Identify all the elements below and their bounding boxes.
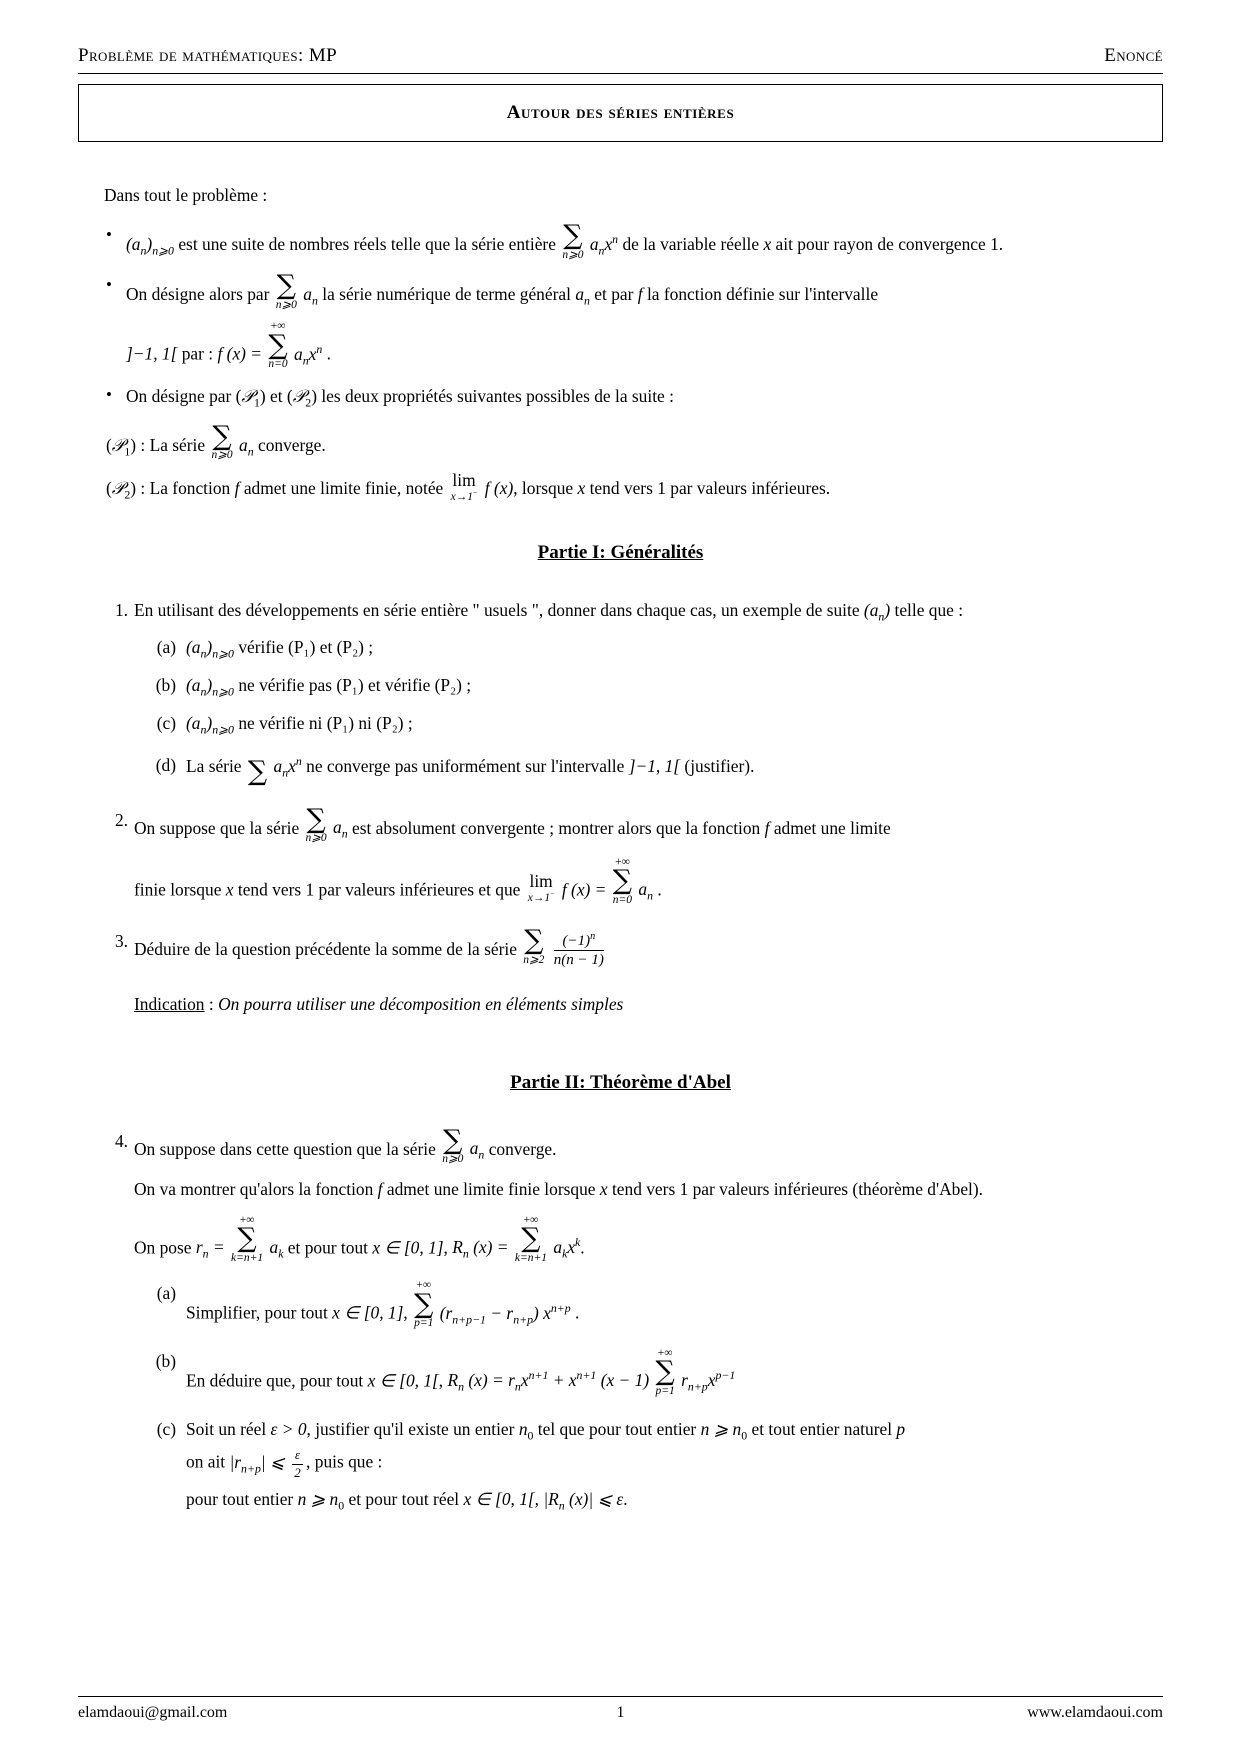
question-1a: (a) $(a_n)_{n⩾0}$ vérifie (P₁) et (P₂) ; xyxy=(134,634,1163,663)
question-4-paragraph: On va montrer qu'alors la fonction f admet une limite finie lorsque x tend vers 1 par valeurs inférieures (théorème d'Abel). xyxy=(134,1178,984,1199)
questions-list-part2 xyxy=(78,1124,1163,1516)
question-4c-text-f: , puis que : xyxy=(306,1451,383,1472)
question-4-text-a: On suppose dans cette question que la série xyxy=(134,1138,436,1159)
question-4-text-c: On va montrer qu'alors la fonction xyxy=(134,1178,374,1199)
question-1b-text: ne vérifie pas (P₁) et vérifie (P₂) ; xyxy=(238,674,472,695)
property-p2-text-a: La fonction xyxy=(149,477,231,498)
intro-bullet-2-text-d: la fonction définie sur l'intervalle xyxy=(646,283,879,304)
question-1b: (b) $(a_n)_{n⩾0}$ ne vérifie pas (P₁) et vérifie (P₂) ; xyxy=(134,672,1163,701)
question-4c-text-c: tel que pour tout entier xyxy=(537,1418,697,1439)
question-1-text-a: En utilisant des développements en série entière " usuels ", donner dans chaque cas, un exemple de suite xyxy=(134,600,860,621)
questions-list xyxy=(78,597,1163,969)
question-1: En utilisant des développements en série entière " usuels ", donner dans chaque cas, un exemple de suite $(a_n)$ telle que : (a) $(a_n)_{n⩾0}$ vérifie (P₁) et (P₂) ; (b) $(a_n)_{n⩾0}$ ne vérifie pas (P₁) et vérifie (P₂) ; (c) $(a_n)_{n⩾0}$ ne vérifie ni (P₁) ni (P₂) ; (d) La série ∑ $a_nx^n$ ne converge pas uniformément sur l'intervalle ]−1, 1[ (justifier). xyxy=(78,597,1163,784)
question-4c-text-d: et tout entier naturel xyxy=(751,1418,893,1439)
question-2-text-d2: finie lorsque xyxy=(134,879,222,900)
question-4a: (a) Simplifier, pour tout x ∈ [0, 1], +∞ ∑ p=1 $(r_{n+p-1} - r_{n+p})$ $x^{n+p}$ . xyxy=(134,1280,1163,1330)
question-2: On suppose que la série ∑ n⩾0 $a_n$ est absolument convergente ; montrer alors que la fonction f admet une limite finie lorsque x tend vers 1 par valeurs inférieures et que lim x→1− f (x) = +∞ ∑ n=0 $a_n$ . xyxy=(134,803,891,906)
footer-website: www.elamdaoui.com xyxy=(1027,1704,1163,1721)
property-p2-text-b: admet une limite finie, notée xyxy=(243,477,444,498)
question-2-text-a: On suppose que la série xyxy=(134,817,300,838)
intro-bullet-1-text-a: est une suite de nombres réels telle que la série entière xyxy=(178,233,556,254)
intro-bullet-1-text-c: ait pour rayon de convergence 1. xyxy=(775,233,1004,254)
intro-bullet-3: • On désigne par (𝒫$_1$) et (𝒫$_2$) les deux propriétés suivantes possibles de la suite : xyxy=(78,383,1163,412)
page-header xyxy=(78,45,1163,74)
question-1c-label: (c) xyxy=(156,712,176,733)
question-3-text-a: Déduire de la question précédente la somme de la série xyxy=(134,939,517,960)
question-4-pose-b: et pour tout xyxy=(287,1236,368,1257)
question-4c-text-e: on ait xyxy=(186,1451,226,1472)
question-4-pose: On pose $r_n$ = +∞ ∑ k=n+1 $a_k$ et pour tout x ∈ [0, 1], $R_n$ (x) = +∞ ∑ k=n+1 $a_kx^k$. xyxy=(134,1213,585,1264)
question-4a-label: (a) xyxy=(156,1283,176,1304)
question-3: Déduire de la question précédente la somme de la série ∑ n⩾2 $\frac{(-1)^n}{n(n - 1)}$ xyxy=(134,925,604,969)
question-2-text-d: tend vers 1 par valeurs inférieures et que xyxy=(237,879,521,900)
intro-bullet-2-text-a: On désigne alors par xyxy=(126,283,270,304)
question-4b-label: (b) xyxy=(155,1350,176,1371)
intro-bullet-2: • On désigne alors par ∑ n⩾0 $a_n$ la série numérique de terme général $a_n$ et par f la fonction définie sur l'intervalle ]−1, 1[ par : f (x) = +∞ ∑ n=0 $a_nx^n$ . xyxy=(78,273,1163,371)
indication-block: Indication : On pourra utiliser une décomposition en éléments simples xyxy=(134,994,624,1015)
question-4c-label: (c) xyxy=(156,1418,176,1439)
intro-bullet-1: • $(a_n)_{n⩾0}$ est une suite de nombres réels telle que la série entière ∑ n⩾0 $a_nx^n$ de la variable réelle x ait pour rayon de convergence 1. xyxy=(78,223,1163,261)
footer-page-number: 1 xyxy=(616,1704,625,1721)
indication-label: Indication xyxy=(134,994,205,1015)
question-4-pose-a: On pose xyxy=(134,1236,192,1257)
page-footer xyxy=(78,1696,1163,1722)
question-4c-text-g: pour tout entier xyxy=(186,1489,294,1510)
intro-lead: Dans tout le problème : xyxy=(104,185,268,205)
property-p1-text: La série xyxy=(149,434,206,455)
question-1b-label: (b) xyxy=(155,674,176,695)
property-p2: (𝒫$_2$) : La fonction f admet une limite finie, notée lim x→1− f (x), lorsque x tend vers 1 par valeurs inférieures. xyxy=(106,469,831,504)
intro-bullet-2-text-b: la série numérique de terme général xyxy=(322,283,571,304)
question-2-text-b: est absolument convergente ; montrer alors que la fonction xyxy=(352,817,761,838)
intro-bullets xyxy=(78,219,1163,412)
question-4: On suppose dans cette question que la série ∑ n⩾0 $a_n$ converge. On va montrer qu'alors la fonction f admet une limite finie lorsque x tend vers 1 par valeurs inférieures (théorème d'Abel). On pose $r_n$ = +∞ ∑ k=n+1 $a_k$ et pour tout x ∈ [0, 1], $R_n$ (x) = +∞ ∑ k=n+1 $a_kx^k$. (a) Simplifier, pour tout x ∈ [0, 1], +∞ ∑ p=1 $(r_{n+p-1} - r_{n+p})$ $x^{n+p}$ . (b) En déduire que, pour tout x ∈ [0, 1[, $R_n$ $(x) = r_nx^{n+1} + x^{n+1}$ (x − 1) +∞ ∑ p=1 $r_{n+p}x^{p-1}$ (c) Soit un réel ε > 0, justifier qu'il existe un entier $n_0$ tel que pour tout entier n ⩾ $n_0$ et tout entier naturel p on ait $|r_{n+p}|$ ⩽ $\frac{\varepsilon}{2}$ , puis que : pour tout entier n ⩾ $n_0$ et pour tout réel x ∈ [0, 1[, $|R_n$ (x)| ⩽ ε. xyxy=(78,1128,1163,1516)
document-title: Autour des séries entières xyxy=(506,102,735,123)
question-4a-text: Simplifier, pour tout xyxy=(186,1302,328,1323)
question-1d: (d) La série ∑ $a_nx^n$ ne converge pas uniformément sur l'intervalle ]−1, 1[ (justifier). xyxy=(134,752,1163,784)
header-right-label: Enoncé xyxy=(1104,45,1163,66)
question-4-subitems xyxy=(134,1280,1163,1515)
part-2-title: Partie II: Théorème d'Abel xyxy=(510,1072,731,1094)
question-1a-label: (a) xyxy=(156,637,176,658)
question-1a-text: vérifie (P₁) et (P₂) ; xyxy=(238,637,374,658)
question-1d-text-b: ne converge pas uniformément sur l'intervalle xyxy=(306,756,625,777)
property-p2-text-d: tend vers 1 par valeurs inférieures. xyxy=(589,477,831,498)
property-p2-text-c: , lorsque xyxy=(513,477,574,498)
question-1-text-b: telle que : xyxy=(894,600,964,621)
intro-bullet-2-text-e: par : xyxy=(181,343,214,364)
footer-email: elamdaoui@gmail.com xyxy=(78,1704,228,1721)
question-4-text-b: converge. xyxy=(488,1138,557,1159)
document-body xyxy=(78,182,1163,1515)
header-left-title: Problème de mathématiques: MP xyxy=(78,45,338,66)
document-title-box xyxy=(78,84,1163,142)
question-4c-text-a: Soit un réel xyxy=(186,1418,267,1439)
question-4c: (c) Soit un réel ε > 0, justifier qu'il existe un entier $n_0$ tel que pour tout entier n ⩾ $n_0$ et tout entier naturel p on ait $|r_{n+p}|$ ⩽ $\frac{\varepsilon}{2}$ , puis que : pour tout entier n ⩾ $n_0$ et pour tout réel x ∈ [0, 1[, $|R_n$ (x)| ⩽ ε. xyxy=(134,1416,1163,1516)
intro-bullet-2-text-c: et par xyxy=(594,283,634,304)
question-2-text-c2: admet une limite xyxy=(773,817,891,838)
property-p1: (𝒫$_1$) : La série ∑ n⩾0 $a_n$ converge. xyxy=(106,420,326,462)
question-1d-text-a: La série xyxy=(186,756,242,777)
property-p1-end: converge. xyxy=(257,434,326,455)
part-1-title: Partie I: Généralités xyxy=(537,541,704,563)
question-1d-label: (d) xyxy=(155,755,176,776)
question-1-subitems xyxy=(134,634,1163,788)
question-1c: (c) $(a_n)_{n⩾0}$ ne vérifie ni (P₁) ni (P₂) ; xyxy=(134,710,1163,739)
question-1c-text: ne vérifie ni (P₁) ni (P₂) ; xyxy=(238,712,413,733)
question-4b-text: En déduire que, pour tout xyxy=(186,1370,364,1391)
question-4c-text-h: et pour tout réel xyxy=(348,1489,460,1510)
question-4b: (b) En déduire que, pour tout x ∈ [0, 1[, $R_n$ $(x) = r_nx^{n+1} + x^{n+1}$ (x − 1) +∞ ∑ p=1 $r_{n+p}x^{p-1}$ xyxy=(134,1348,1163,1398)
question-1d-text-c: (justifier). xyxy=(684,756,755,777)
question-4-text-d: admet une limite finie lorsque xyxy=(386,1178,596,1199)
intro-bullet-1-text-b: de la variable réelle xyxy=(622,233,760,254)
question-4c-text-b: , justifier qu'il existe un entier xyxy=(306,1418,515,1439)
question-4-text-e: tend vers 1 par valeurs inférieures (théorème d'Abel). xyxy=(611,1178,984,1199)
indication-text: On pourra utiliser une décomposition en éléments simples xyxy=(218,994,624,1015)
